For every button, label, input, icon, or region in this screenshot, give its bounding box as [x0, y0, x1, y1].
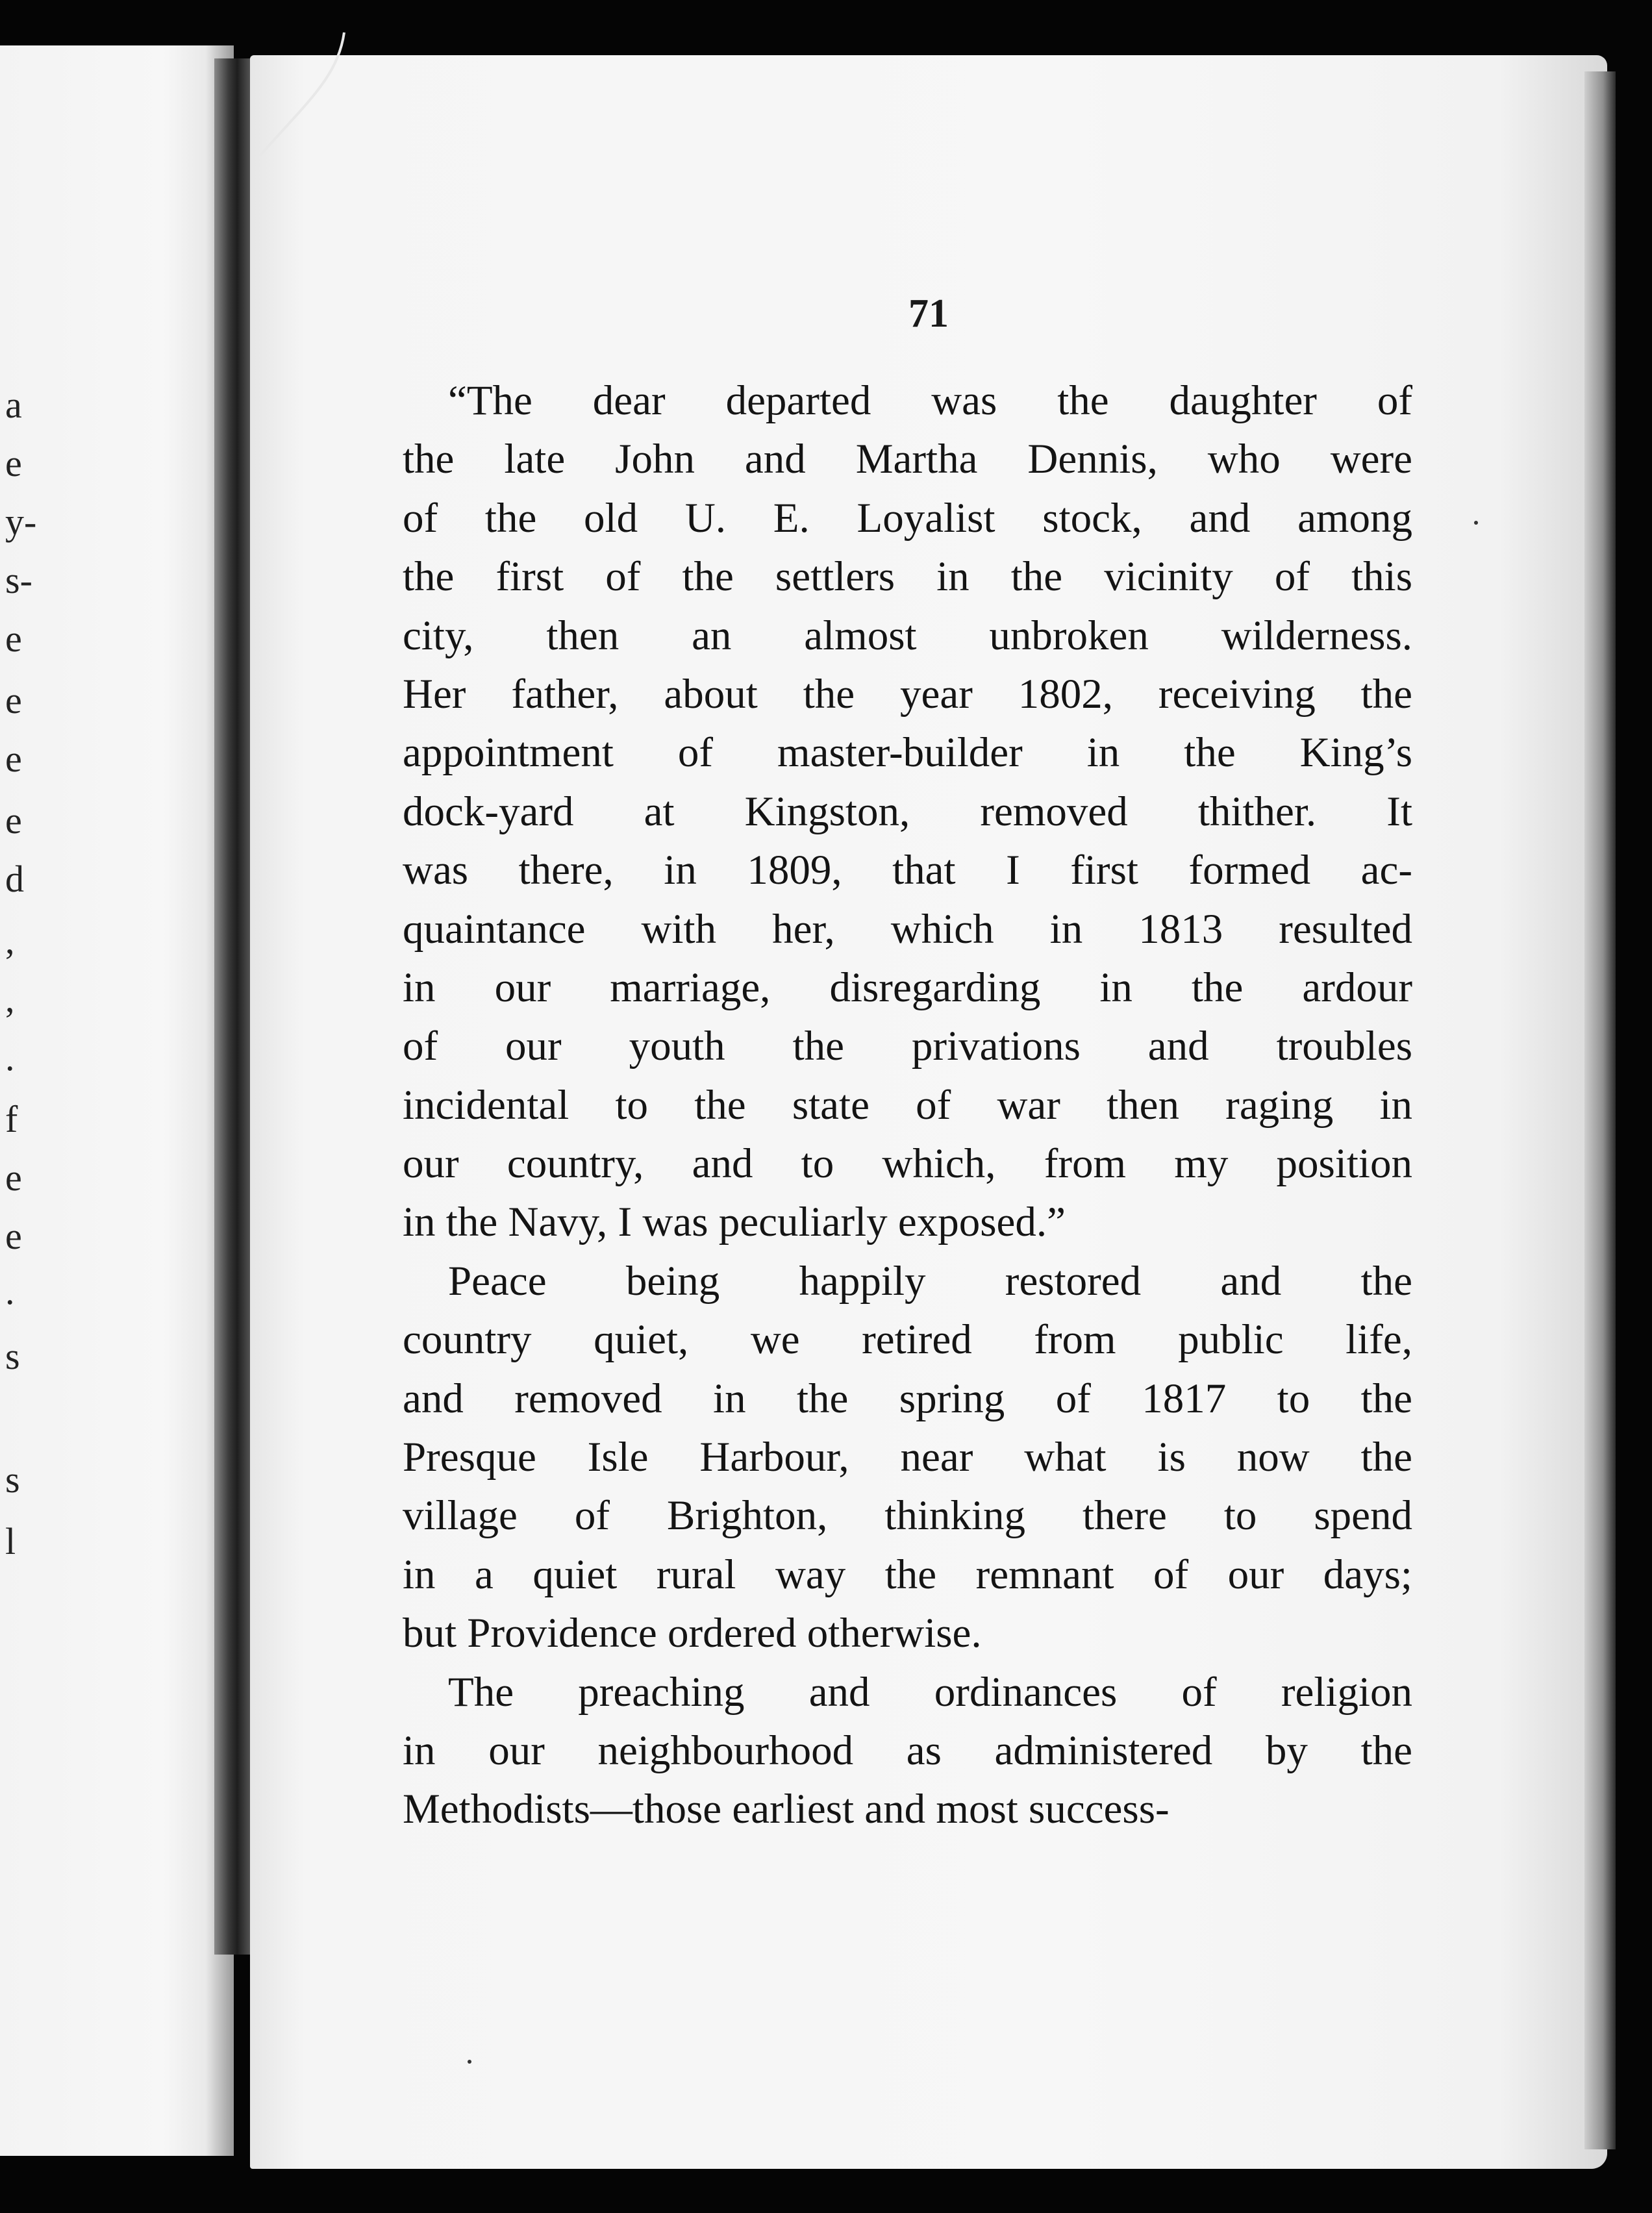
text-line: in our marriage, disregarding in the ardour — [403, 964, 1412, 1011]
left-page-fragment: e — [5, 1157, 22, 1199]
text-line: in the Navy, I was peculiarly exposed.” — [403, 1199, 1066, 1246]
paragraph — [403, 1252, 1412, 1663]
text-line: but Providence ordered otherwise. — [403, 1610, 982, 1657]
text-line: of our youth the privations and troubles — [403, 1023, 1412, 1070]
left-page-fragment: e — [5, 442, 22, 484]
left-page-fragment: . — [5, 1036, 15, 1079]
left-page-fragment: e — [5, 679, 22, 721]
previous-page-strip — [0, 45, 234, 2156]
text-line: village of Brighton, thinking there to spend — [403, 1492, 1412, 1540]
left-page-fragment: a — [5, 384, 22, 426]
left-page-fragment: l — [5, 1520, 16, 1562]
left-page-fragment: e — [5, 618, 22, 660]
text-line: country quiet, we retired from public life, — [403, 1316, 1412, 1364]
text-line: Her father, about the year 1802, receiving the — [403, 670, 1412, 718]
page-edge-shadow — [1584, 71, 1616, 2149]
text-line: dock-yard at Kingston, removed thither. It — [403, 788, 1412, 835]
text-line: quaintance with her, which in 1813 resulted — [403, 905, 1412, 953]
text-line: was there, in 1809, that I first formed ac- — [403, 847, 1412, 894]
page-body-text — [403, 371, 1412, 1839]
text-line: the first of the settlers in the vicinity of this — [403, 553, 1412, 601]
left-page-fragment: s- — [5, 559, 32, 601]
scan-speck — [1474, 521, 1478, 525]
left-page-fragment: , — [5, 978, 15, 1020]
text-line: and removed in the spring of 1817 to the — [403, 1375, 1412, 1422]
left-page-fragment: s — [5, 1458, 20, 1501]
left-page-fragment: e — [5, 799, 22, 842]
text-line: “The dear departed was the daughter of — [448, 377, 1412, 424]
paragraph — [403, 371, 1412, 1252]
text-line: in our neighbourhood as administered by the — [403, 1727, 1412, 1774]
text-line: in a quiet rural way the remnant of our days; — [403, 1551, 1412, 1598]
left-page-fragment: e — [5, 738, 22, 780]
left-page-fragment: e — [5, 1215, 22, 1257]
left-page-fragment: y- — [5, 501, 37, 543]
scan-artifact-curve — [247, 26, 364, 182]
paragraph — [403, 1663, 1412, 1839]
page-number: 71 — [908, 292, 949, 336]
text-line: city, then an almost unbroken wilderness. — [403, 612, 1412, 659]
text-line: incidental to the state of war then raging in — [403, 1081, 1412, 1129]
text-line: Methodists—those earliest and most success- — [403, 1786, 1170, 1833]
left-page-fragment: s — [5, 1335, 20, 1377]
left-page-fragment: . — [5, 1270, 15, 1312]
text-line: of the old U. E. Loyalist stock, and among — [403, 494, 1412, 542]
scan-speck — [468, 2060, 471, 2064]
text-line: our country, and to which, from my position — [403, 1140, 1412, 1188]
text-line: appointment of master-builder in the King’s — [403, 729, 1412, 777]
left-page-fragment: f — [5, 1098, 18, 1140]
text-line: Presque Isle Harbour, near what is now the — [403, 1434, 1412, 1481]
left-page-fragment: , — [5, 919, 15, 962]
text-line: the late John and Martha Dennis, who were — [403, 436, 1412, 483]
text-line: The preaching and ordinances of religion — [448, 1668, 1412, 1716]
text-line: Peace being happily restored and the — [448, 1257, 1412, 1305]
left-page-fragment: d — [5, 858, 24, 900]
